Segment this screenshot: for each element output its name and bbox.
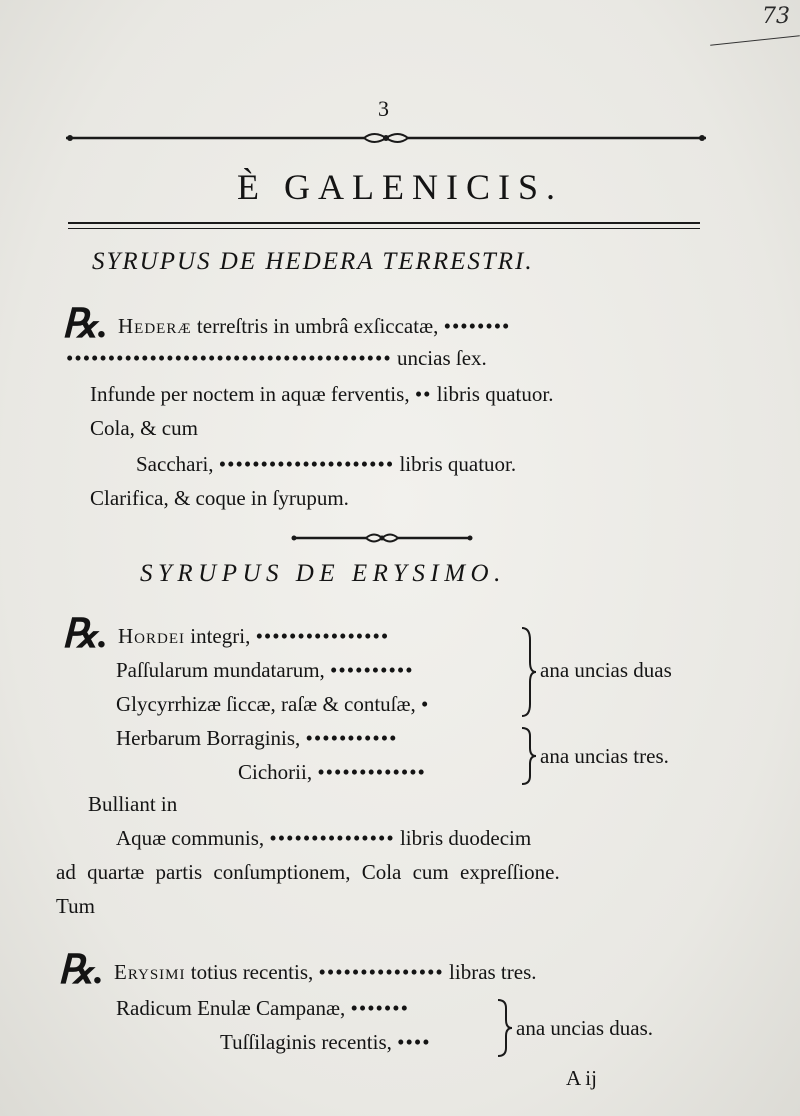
recipe2-ingredient7: Radicum Enulæ Campanæ,	[116, 996, 346, 1020]
recipe1-quantity3: libris quatuor.	[399, 452, 517, 476]
recipe2-quartae: ad quartæ partis conſumptionem, Cola cum expreſſione.	[56, 860, 560, 884]
recipe2-line-a2	[116, 658, 414, 683]
recipe2-rx2-symbol: ℞.	[58, 947, 104, 992]
leader-dots: •••••••••••	[305, 726, 398, 750]
leader-dots: •••••••••••••••	[318, 960, 444, 984]
leader-dots: •••••••	[350, 996, 409, 1020]
recipe2-line-c2	[116, 996, 409, 1021]
recipe2-water: Aquæ communis,	[116, 826, 265, 850]
recipe2-water-quantity: libris duodecim	[399, 826, 532, 850]
page-title: È GALENICIS.	[237, 167, 563, 207]
recipe2-ingredient3: Glycyrrhizæ ſiccæ, raſæ & contuſæ,	[116, 692, 416, 716]
recipe1-quantity1: uncias ſex.	[396, 346, 487, 370]
recipe1-line5	[136, 452, 516, 477]
brace-group2	[518, 726, 538, 786]
recipe2-line-aqua	[116, 826, 531, 851]
leader-dots: •••••••••••••••	[269, 826, 395, 850]
folio-number: 73	[762, 4, 790, 29]
recipe1-line1	[118, 314, 510, 339]
recipe2-group1-quantity: ana uncias duas	[540, 658, 672, 682]
recipe2-group2-quantity: ana uncias tres.	[540, 744, 669, 768]
brace-group3	[494, 998, 514, 1058]
recipe2-ingredient6-name: Erysimi	[114, 960, 186, 984]
recipe2-ingredient-name: Hordei	[118, 624, 185, 648]
recipe2-group3-quantity: ana uncias duas.	[516, 1016, 654, 1040]
leader-dots: ••	[414, 382, 432, 406]
leader-dots: ••••••••••	[330, 658, 414, 682]
recipe2-ingredient2: Paſſularum mundatarum,	[116, 658, 325, 682]
recipe1-line6: Clarifica, & coque in ſyrupum.	[90, 486, 349, 510]
recipe2-line-a1	[118, 624, 389, 649]
recipe2-bulliant: Bulliant in	[88, 792, 178, 816]
recipe1-line3	[90, 382, 553, 407]
recipe2-line-b1	[116, 726, 397, 751]
recipe2-tum: Tum	[56, 894, 95, 918]
leader-dots: ••••••••	[443, 314, 511, 338]
leader-dots: •••••••••••••••••••••••••••••••••••••••	[66, 346, 392, 370]
recipe1-ingredient-name: Hederæ	[118, 314, 192, 338]
recipe2-rx-symbol: ℞.	[62, 611, 108, 656]
recipe2-line-a3	[116, 692, 429, 717]
leader-dots: •	[421, 692, 430, 716]
recipe2-ingredient-desc: integri,	[190, 624, 251, 648]
signature-mark: 3	[378, 96, 389, 121]
recipe1-line4: Cola, & cum	[90, 416, 198, 440]
title-rule-upper	[68, 222, 700, 224]
signature-bottom: A ij	[566, 1066, 597, 1090]
brace-group1	[518, 626, 538, 718]
recipe2-ingredient6-desc: totius recentis,	[190, 960, 314, 984]
recipe1-ingredient-desc: terreſtris in umbrâ exſiccatæ,	[196, 314, 439, 338]
recipe2-line-b2	[238, 760, 426, 785]
recipe2-line-c3	[220, 1030, 431, 1055]
leader-dots: ••••••••••••••••	[255, 624, 390, 648]
recipe2-heading: SYRUPUS DE ERYSIMO.	[140, 560, 506, 587]
recipe1-rx-symbol: ℞.	[62, 301, 108, 346]
leader-dots: •••••••••••••	[317, 760, 426, 784]
recipe2-ingredient8: Tuſſilaginis recentis,	[220, 1030, 392, 1054]
recipe2-ingredient6-quantity: libras tres.	[449, 960, 537, 984]
recipe1-quantity2: libris quatuor.	[436, 382, 554, 406]
folio-stroke	[710, 35, 800, 45]
middle-ornament-rule	[290, 528, 474, 548]
recipe2-line-c1	[114, 960, 537, 985]
title-rule-lower	[68, 228, 700, 229]
recipe1-line2	[66, 346, 487, 371]
recipe2-ingredient4: Herbarum Borraginis,	[116, 726, 301, 750]
top-ornament-rule	[64, 128, 708, 148]
leader-dots: ••••	[397, 1030, 431, 1054]
recipe1-ingredient2: Sacchari,	[136, 452, 214, 476]
recipe2-ingredient5: Cichorii,	[238, 760, 313, 784]
leader-dots: •••••••••••••••••••••	[218, 452, 395, 476]
recipe1-heading: SYRUPUS DE HEDERA TERRESTRI.	[92, 248, 534, 275]
recipe1-instruction1: Infunde per noctem in aquæ ferventis,	[90, 382, 410, 406]
